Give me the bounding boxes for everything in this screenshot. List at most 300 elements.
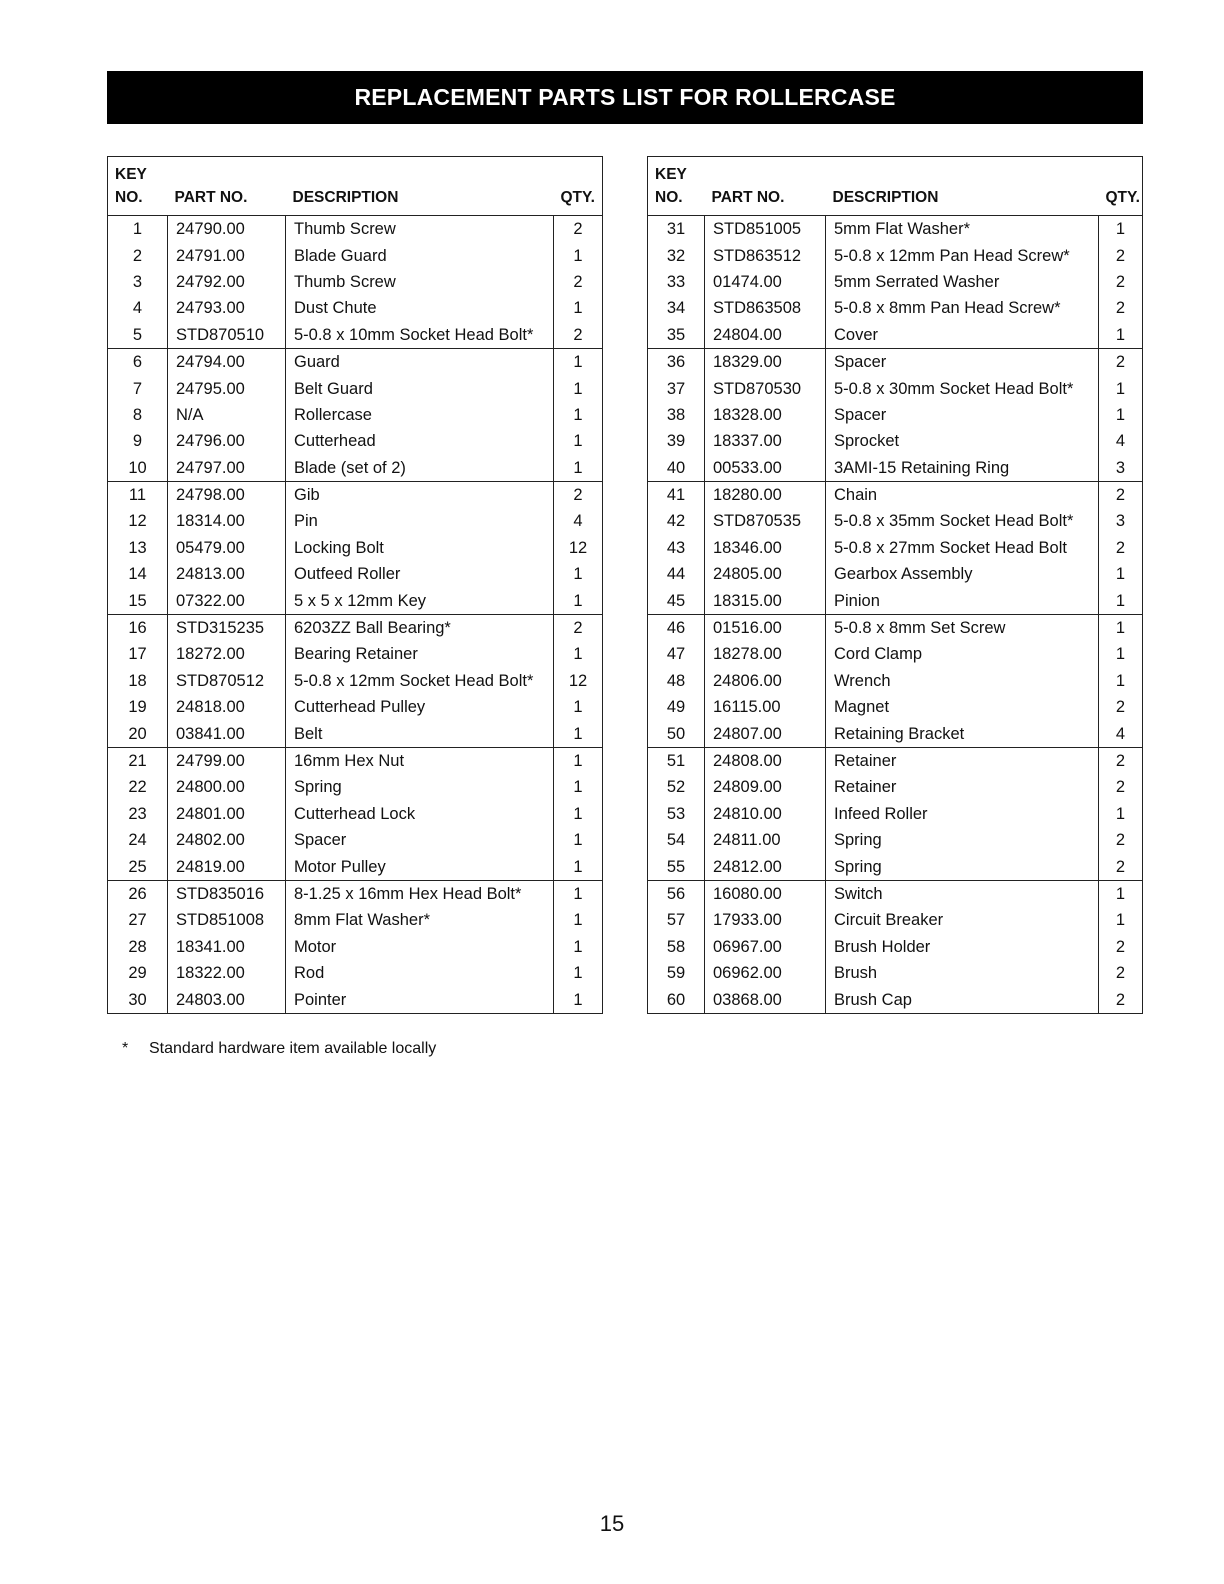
key-no-cell: 29 — [128, 964, 147, 983]
qty-cell: 1 — [554, 641, 603, 667]
part-no-cell: 24791.00 — [168, 242, 286, 268]
table-row — [648, 242, 1143, 268]
part-no-cell: 16080.00 — [705, 880, 826, 907]
table-header-row — [108, 157, 603, 216]
key-no-cell: 48 — [666, 671, 686, 690]
table-row — [648, 907, 1143, 933]
key-no-cell: 6 — [132, 353, 143, 372]
description-cell: Spacer — [826, 348, 1099, 375]
key-no-cell: 44 — [666, 565, 686, 584]
table-row — [108, 853, 603, 880]
description-cell: 5-0.8 x 12mm Socket Head Bolt* — [286, 668, 554, 694]
description-header: DESCRIPTION — [826, 157, 1099, 216]
table-row — [108, 322, 603, 349]
description-cell: 16mm Hex Nut — [286, 747, 554, 774]
description-cell: 5-0.8 x 8mm Set Screw — [826, 614, 1099, 641]
table-row — [108, 561, 603, 587]
part-no-header: PART NO. — [168, 157, 286, 216]
qty-cell: 1 — [554, 774, 603, 800]
qty-cell: 12 — [554, 535, 603, 561]
part-no-cell: STD835016 — [168, 880, 286, 907]
description-cell: Wrench — [826, 668, 1099, 694]
part-no-cell: 17933.00 — [705, 907, 826, 933]
key-no-cell: 28 — [128, 937, 147, 956]
part-no-cell: 18315.00 — [705, 587, 826, 614]
table-row — [648, 508, 1143, 534]
table-row — [108, 907, 603, 933]
description-cell: Cutterhead Lock — [286, 801, 554, 827]
qty-cell: 1 — [554, 455, 603, 482]
description-cell: Motor Pulley — [286, 853, 554, 880]
part-no-cell: 24798.00 — [168, 481, 286, 508]
qty-cell: 3 — [1099, 508, 1143, 534]
qty-cell: 1 — [1099, 216, 1143, 243]
parts-table-left — [107, 156, 603, 1014]
key-no-cell: 18 — [128, 671, 147, 690]
qty-cell: 2 — [1099, 481, 1143, 508]
qty-cell: 1 — [554, 880, 603, 907]
description-cell: Gib — [286, 481, 554, 508]
table-row — [648, 801, 1143, 827]
table-row — [108, 934, 603, 960]
description-cell: Retaining Bracket — [826, 720, 1099, 747]
table-row — [648, 375, 1143, 401]
key-no-cell: 54 — [666, 831, 686, 850]
part-no-cell: STD870510 — [168, 322, 286, 349]
key-no-cell: 20 — [108, 720, 168, 747]
description-cell: Chain — [826, 481, 1099, 508]
page-title: REPLACEMENT PARTS LIST FOR ROLLERCASE — [354, 84, 896, 110]
part-no-cell: 18346.00 — [705, 535, 826, 561]
part-no-cell: STD870512 — [168, 668, 286, 694]
part-no-cell: 16115.00 — [705, 694, 826, 720]
description-cell: 5-0.8 x 27mm Socket Head Bolt — [826, 535, 1099, 561]
qty-header: QTY. — [554, 157, 603, 216]
description-cell: 5-0.8 x 8mm Pan Head Screw* — [826, 295, 1099, 321]
qty-cell: 1 — [554, 960, 603, 986]
key-no-cell: 13 — [128, 538, 147, 557]
footnote — [122, 1040, 436, 1058]
key-no-cell: 11 — [128, 486, 147, 505]
key-no-cell: 14 — [128, 565, 147, 584]
key-no-cell: 3 — [132, 272, 143, 291]
part-no-cell: 24806.00 — [705, 668, 826, 694]
page-number: 15 — [599, 1511, 625, 1536]
part-no-cell: 24792.00 — [168, 269, 286, 295]
table-row — [648, 561, 1143, 587]
table-row — [108, 348, 603, 375]
description-cell: Retainer — [826, 747, 1099, 774]
table-row — [648, 774, 1143, 800]
part-no-cell: 03841.00 — [168, 720, 286, 747]
description-cell: Thumb Screw — [286, 269, 554, 295]
key-no-cell: 45 — [648, 587, 705, 614]
part-no-cell: 24818.00 — [168, 694, 286, 720]
part-no-cell: 18278.00 — [705, 641, 826, 667]
table-row — [648, 481, 1143, 508]
qty-cell: 1 — [554, 375, 603, 401]
qty-cell: 1 — [1099, 641, 1143, 667]
qty-cell: 1 — [554, 801, 603, 827]
qty-cell: 2 — [1099, 269, 1143, 295]
table-row — [648, 402, 1143, 428]
qty-cell: 1 — [554, 720, 603, 747]
description-cell: 5mm Flat Washer* — [826, 216, 1099, 243]
table-row — [108, 481, 603, 508]
table-row — [648, 455, 1143, 482]
qty-header: QTY. — [1099, 157, 1143, 216]
part-no-cell: 24802.00 — [168, 827, 286, 853]
qty-cell: 2 — [1099, 348, 1143, 375]
key-no-cell: 37 — [666, 379, 686, 398]
table-row — [648, 322, 1143, 349]
qty-cell: 2 — [1099, 694, 1143, 720]
key-no-cell: 58 — [666, 937, 686, 956]
table-row — [648, 960, 1143, 986]
key-no-cell: 35 — [648, 322, 705, 349]
description-cell: Spring — [826, 853, 1099, 880]
description-cell: Spring — [826, 827, 1099, 853]
qty-cell: 2 — [1099, 535, 1143, 561]
part-no-cell: 24795.00 — [168, 375, 286, 401]
part-no-cell: STD851005 — [705, 216, 826, 243]
qty-cell: 1 — [1099, 668, 1143, 694]
table-row — [648, 747, 1143, 774]
description-cell: Dust Chute — [286, 295, 554, 321]
description-cell: Motor — [286, 934, 554, 960]
key-no-cell: 15 — [108, 587, 168, 614]
key-no-cell: 4 — [132, 299, 143, 318]
table-row — [108, 269, 603, 295]
key-no-cell: 41 — [666, 486, 686, 505]
key-no-cell: 36 — [666, 353, 686, 372]
qty-cell: 1 — [1099, 561, 1143, 587]
key-no-cell: 2 — [132, 246, 143, 265]
qty-cell: 2 — [554, 269, 603, 295]
table-row — [108, 455, 603, 482]
qty-cell: 1 — [554, 428, 603, 454]
table-row — [648, 641, 1143, 667]
key-no-cell: 12 — [128, 512, 147, 531]
table-row — [648, 269, 1143, 295]
description-cell: Pinion — [826, 587, 1099, 614]
part-no-cell: STD870535 — [705, 508, 826, 534]
table-row — [648, 428, 1143, 454]
qty-cell: 1 — [1099, 614, 1143, 641]
parts-table-left-body — [108, 216, 603, 1014]
key-no-cell: 27 — [128, 911, 147, 930]
description-cell: 5-0.8 x 35mm Socket Head Bolt* — [826, 508, 1099, 534]
table-row — [648, 934, 1143, 960]
part-no-cell: STD315235 — [168, 614, 286, 641]
qty-cell: 2 — [1099, 934, 1143, 960]
qty-cell: 2 — [1099, 960, 1143, 986]
qty-cell: 1 — [1099, 801, 1143, 827]
part-no-cell: 24801.00 — [168, 801, 286, 827]
qty-cell: 1 — [554, 853, 603, 880]
description-cell: Gearbox Assembly — [826, 561, 1099, 587]
part-no-cell: 24811.00 — [705, 827, 826, 853]
description-cell: Rod — [286, 960, 554, 986]
description-cell: Blade Guard — [286, 242, 554, 268]
parts-table-right — [647, 156, 1143, 1014]
description-cell: Spacer — [826, 402, 1099, 428]
key-no-cell: 31 — [666, 220, 686, 239]
qty-cell: 2 — [1099, 242, 1143, 268]
description-cell: 3AMI-15 Retaining Ring — [826, 455, 1099, 482]
table-row — [648, 880, 1143, 907]
key-no-cell: 57 — [666, 911, 686, 930]
key-no-cell: 10 — [108, 455, 168, 482]
part-no-cell: 24819.00 — [168, 853, 286, 880]
description-cell: Magnet — [826, 694, 1099, 720]
part-no-cell: 18322.00 — [168, 960, 286, 986]
key-no-cell: 46 — [666, 619, 686, 638]
table-row — [648, 216, 1143, 243]
table-row — [648, 986, 1143, 1013]
description-cell: Brush Holder — [826, 934, 1099, 960]
part-no-cell: 24793.00 — [168, 295, 286, 321]
key-no-cell: 19 — [128, 698, 147, 717]
key-no-cell: 24 — [128, 831, 147, 850]
qty-cell: 1 — [554, 561, 603, 587]
qty-cell: 4 — [1099, 720, 1143, 747]
part-no-cell: 24804.00 — [705, 322, 826, 349]
description-cell: Guard — [286, 348, 554, 375]
part-no-cell: 24808.00 — [705, 747, 826, 774]
qty-cell: 1 — [1099, 907, 1143, 933]
table-row — [648, 295, 1143, 321]
qty-cell: 2 — [1099, 295, 1143, 321]
table-row — [108, 535, 603, 561]
description-cell: Thumb Screw — [286, 216, 554, 243]
qty-cell: 1 — [1099, 402, 1143, 428]
key-no-cell: 5 — [108, 322, 168, 349]
description-cell: Sprocket — [826, 428, 1099, 454]
qty-cell: 1 — [554, 986, 603, 1013]
description-cell: Belt — [286, 720, 554, 747]
qty-cell: 2 — [1099, 774, 1143, 800]
part-no-cell: 01516.00 — [705, 614, 826, 641]
part-no-cell: 24813.00 — [168, 561, 286, 587]
description-cell: Bearing Retainer — [286, 641, 554, 667]
part-no-cell: 24796.00 — [168, 428, 286, 454]
table-row — [108, 801, 603, 827]
qty-cell: 1 — [1099, 375, 1143, 401]
description-cell: Brush — [826, 960, 1099, 986]
part-no-cell: 24809.00 — [705, 774, 826, 800]
description-cell: 5-0.8 x 30mm Socket Head Bolt* — [826, 375, 1099, 401]
qty-cell: 2 — [554, 322, 603, 349]
part-no-cell: 18329.00 — [705, 348, 826, 375]
table-row — [108, 375, 603, 401]
qty-cell: 1 — [554, 348, 603, 375]
description-cell: 5-0.8 x 12mm Pan Head Screw* — [826, 242, 1099, 268]
part-no-cell: 24799.00 — [168, 747, 286, 774]
description-cell: Spring — [286, 774, 554, 800]
table-row — [108, 827, 603, 853]
qty-cell: 1 — [554, 934, 603, 960]
table-row — [648, 587, 1143, 614]
qty-cell: 1 — [554, 295, 603, 321]
part-no-cell: 18280.00 — [705, 481, 826, 508]
part-no-cell: 18314.00 — [168, 508, 286, 534]
table-row — [108, 986, 603, 1013]
qty-cell: 1 — [554, 694, 603, 720]
key-no-cell: 59 — [666, 964, 686, 983]
qty-cell: 4 — [1099, 428, 1143, 454]
part-no-cell: STD863512 — [705, 242, 826, 268]
table-row — [648, 827, 1143, 853]
key-no-cell: 8 — [132, 405, 143, 424]
qty-cell: 12 — [554, 668, 603, 694]
part-no-cell: STD863508 — [705, 295, 826, 321]
table-row — [108, 402, 603, 428]
qty-cell: 1 — [1099, 587, 1143, 614]
part-no-cell: 18337.00 — [705, 428, 826, 454]
key-no-cell: 38 — [666, 405, 686, 424]
part-no-cell: 24810.00 — [705, 801, 826, 827]
description-cell: Locking Bolt — [286, 535, 554, 561]
description-cell: Pin — [286, 508, 554, 534]
part-no-cell: 00533.00 — [705, 455, 826, 482]
key-no-cell: 17 — [128, 645, 147, 664]
key-no-cell: 50 — [648, 720, 705, 747]
table-header-row — [648, 157, 1143, 216]
description-cell: Infeed Roller — [826, 801, 1099, 827]
part-no-cell: 24800.00 — [168, 774, 286, 800]
qty-cell: 2 — [1099, 986, 1143, 1013]
key-no-cell: 22 — [128, 778, 147, 797]
table-row — [108, 747, 603, 774]
table-row — [648, 720, 1143, 747]
part-no-cell: 24805.00 — [705, 561, 826, 587]
key-no-cell: 43 — [666, 538, 686, 557]
part-no-cell: STD851008 — [168, 907, 286, 933]
qty-cell: 1 — [1099, 322, 1143, 349]
part-no-cell: 01474.00 — [705, 269, 826, 295]
key-no-cell: 51 — [666, 752, 686, 770]
table-row — [108, 614, 603, 641]
parts-table-right-body — [648, 216, 1143, 1014]
footnote-marker: * — [122, 1040, 129, 1057]
table-row — [108, 216, 603, 243]
key-no-cell: 47 — [666, 645, 686, 664]
qty-cell: 2 — [1099, 827, 1143, 853]
table-row — [108, 720, 603, 747]
qty-cell: 1 — [554, 242, 603, 268]
qty-cell: 2 — [554, 481, 603, 508]
key-no-cell: 9 — [132, 432, 143, 451]
key-no-cell: 55 — [648, 853, 705, 880]
key-no-cell: 16 — [128, 619, 147, 638]
table-row — [108, 508, 603, 534]
description-cell: Cutterhead Pulley — [286, 694, 554, 720]
description-cell: 8mm Flat Washer* — [286, 907, 554, 933]
key-no-cell: 26 — [128, 884, 147, 903]
table-row — [108, 242, 603, 268]
qty-cell: 2 — [1099, 853, 1143, 880]
part-no-cell: 06967.00 — [705, 934, 826, 960]
description-cell: Switch — [826, 880, 1099, 907]
key-no-cell: 60 — [648, 986, 705, 1013]
table-row — [108, 428, 603, 454]
part-no-cell: 24797.00 — [168, 455, 286, 482]
description-cell: Pointer — [286, 986, 554, 1013]
part-no-cell: STD870530 — [705, 375, 826, 401]
table-row — [108, 295, 603, 321]
description-cell: Rollercase — [286, 402, 554, 428]
part-no-cell: 24807.00 — [705, 720, 826, 747]
part-no-cell: 06962.00 — [705, 960, 826, 986]
description-cell: 5 x 5 x 12mm Key — [286, 587, 554, 614]
description-cell: 5mm Serrated Washer — [826, 269, 1099, 295]
description-cell: Brush Cap — [826, 986, 1099, 1013]
description-cell: Circuit Breaker — [826, 907, 1099, 933]
part-no-cell: 07322.00 — [168, 587, 286, 614]
table-row — [108, 880, 603, 907]
key-no-cell: 32 — [666, 246, 686, 265]
part-no-cell: 18272.00 — [168, 641, 286, 667]
description-cell: 6203ZZ Ball Bearing* — [286, 614, 554, 641]
key-no-cell: 39 — [666, 432, 686, 451]
qty-cell: 1 — [554, 587, 603, 614]
table-row — [108, 641, 603, 667]
description-cell: Outfeed Roller — [286, 561, 554, 587]
part-no-cell: N/A — [168, 402, 286, 428]
qty-cell: 1 — [554, 907, 603, 933]
table-row — [648, 694, 1143, 720]
qty-cell: 1 — [554, 827, 603, 853]
qty-cell: 1 — [554, 747, 603, 774]
part-no-header: PART NO. — [705, 157, 826, 216]
key-no-cell: 40 — [648, 455, 705, 482]
description-cell: Belt Guard — [286, 375, 554, 401]
qty-cell: 2 — [1099, 747, 1143, 774]
qty-cell: 2 — [554, 216, 603, 243]
part-no-cell: 03868.00 — [705, 986, 826, 1013]
description-cell: Cutterhead — [286, 428, 554, 454]
key-no-cell: 33 — [666, 272, 686, 291]
part-no-cell: 18328.00 — [705, 402, 826, 428]
key-no-cell: 25 — [108, 853, 168, 880]
key-no-cell: 23 — [128, 804, 147, 823]
qty-cell: 1 — [554, 402, 603, 428]
qty-cell: 3 — [1099, 455, 1143, 482]
description-cell: Blade (set of 2) — [286, 455, 554, 482]
description-cell: 5-0.8 x 10mm Socket Head Bolt* — [286, 322, 554, 349]
table-row — [108, 668, 603, 694]
key-no-cell: 42 — [666, 512, 686, 531]
qty-cell: 4 — [554, 508, 603, 534]
table-row — [648, 668, 1143, 694]
key-no-cell: 52 — [666, 778, 686, 797]
description-cell: Spacer — [286, 827, 554, 853]
footnote-text: Standard hardware item available locally — [149, 1040, 437, 1057]
key-no-cell: 56 — [666, 884, 686, 903]
description-cell: Cord Clamp — [826, 641, 1099, 667]
table-row — [648, 853, 1143, 880]
key-no-header: KEY NO. — [108, 157, 168, 216]
table-row — [648, 348, 1143, 375]
qty-cell: 2 — [554, 614, 603, 641]
part-no-cell: 18341.00 — [168, 934, 286, 960]
part-no-cell: 24803.00 — [168, 986, 286, 1013]
description-cell: 8-1.25 x 16mm Hex Head Bolt* — [286, 880, 554, 907]
key-no-cell: 7 — [132, 379, 143, 398]
description-cell: Cover — [826, 322, 1099, 349]
key-no-cell: 21 — [128, 752, 147, 770]
